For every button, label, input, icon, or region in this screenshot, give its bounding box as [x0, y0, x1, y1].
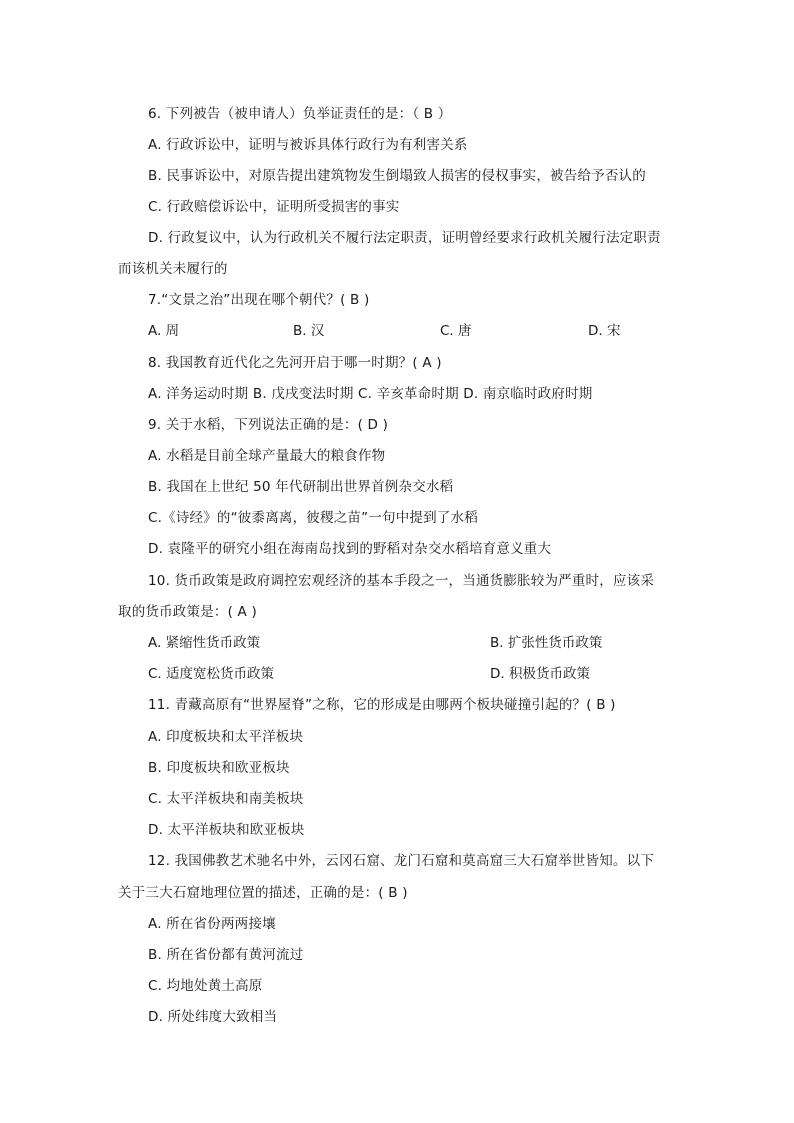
question-7-stem: 7.“文景之治”出现在哪个朝代？( B ) — [148, 292, 370, 308]
question-7-option-b: B. 汉 — [293, 323, 325, 339]
question-10-option-b: B. 扩张性货币政策 — [490, 635, 603, 651]
question-10-option-a: A. 紧缩性货币政策 — [148, 635, 261, 651]
question-10-stem-continued: 取的货币政策是：( A ) — [118, 604, 257, 620]
question-6-option-a: A. 行政诉讼中，证明与被诉具体行政行为有利害关系 — [148, 137, 468, 153]
question-6-stem: 6. 下列被告（被申请人）负举证责任的是：（ B ） — [148, 106, 452, 122]
question-9-stem: 9. 关于水稻，下列说法正确的是：( D ) — [148, 417, 389, 433]
question-12-option-a: A. 所在省份两两接壤 — [148, 916, 276, 932]
question-11-stem: 11. 青藏高原有“世界屋脊”之称，它的形成是由哪两个板块碰撞引起的？( B ) — [148, 697, 616, 713]
question-12-stem-continued: 关于三大石窟地理位置的描述，正确的是：( B ) — [118, 885, 408, 901]
question-8-stem: 8. 我国教育近代化之先河开启于哪一时期？( A ) — [148, 355, 442, 371]
question-9-option-d: D. 袁隆平的研究小组在海南岛找到的野稻对杂交水稻培育意义重大 — [148, 541, 552, 557]
question-6-option-d-continued: 而该机关未履行的 — [118, 261, 228, 277]
question-12-option-d: D. 所处纬度大致相当 — [148, 1009, 278, 1025]
question-11-option-d: D. 太平洋板块和欧亚板块 — [148, 822, 305, 838]
question-7-option-c: C. 唐 — [440, 323, 472, 339]
question-6-option-c: C. 行政赔偿诉讼中，证明所受损害的事实 — [148, 199, 400, 215]
question-9-option-a: A. 水稻是目前全球产量最大的粮食作物 — [148, 448, 386, 464]
question-12-option-c: C. 均地处黄土高原 — [148, 978, 263, 994]
question-8-options: A. 洋务运动时期 B. 戊戌变法时期 C. 辛亥革命时期 D. 南京临时政府时期 — [148, 386, 593, 402]
question-12-option-b: B. 所在省份都有黄河流过 — [148, 947, 304, 963]
question-12-stem: 12. 我国佛教艺术驰名中外，云冈石窟、龙门石窟和莫高窟三大石窟举世皆知。以下 — [148, 853, 655, 869]
question-6-option-b: B. 民事诉讼中，对原告提出建筑物发生倒塌致人损害的侵权事实，被告给予否认的 — [148, 168, 646, 184]
question-7-option-d: D. 宋 — [588, 323, 621, 339]
question-7-option-a: A. 周 — [148, 323, 180, 339]
question-11-option-b: B. 印度板块和欧亚板块 — [148, 760, 290, 776]
question-9-option-c: C.《诗经》的“彼黍离离，彼稷之苗”一句中提到了水稻 — [148, 510, 478, 526]
question-6-option-d: D. 行政复议中，认为行政机关不履行法定职责，证明曾经要求行政机关履行法定职责 — [148, 230, 661, 246]
question-11-option-c: C. 太平洋板块和南美板块 — [148, 791, 304, 807]
question-10-stem: 10. 货币政策是政府调控宏观经济的基本手段之一，当通货膨胀较为严重时，应该采 — [148, 573, 655, 589]
question-10-option-c: C. 适度宽松货币政策 — [148, 666, 275, 682]
question-10-option-d: D. 积极货币政策 — [490, 666, 590, 682]
question-11-option-a: A. 印度板块和太平洋板块 — [148, 729, 304, 745]
question-9-option-b: B. 我国在上世纪 50 年代研制出世界首例杂交水稻 — [148, 479, 454, 495]
